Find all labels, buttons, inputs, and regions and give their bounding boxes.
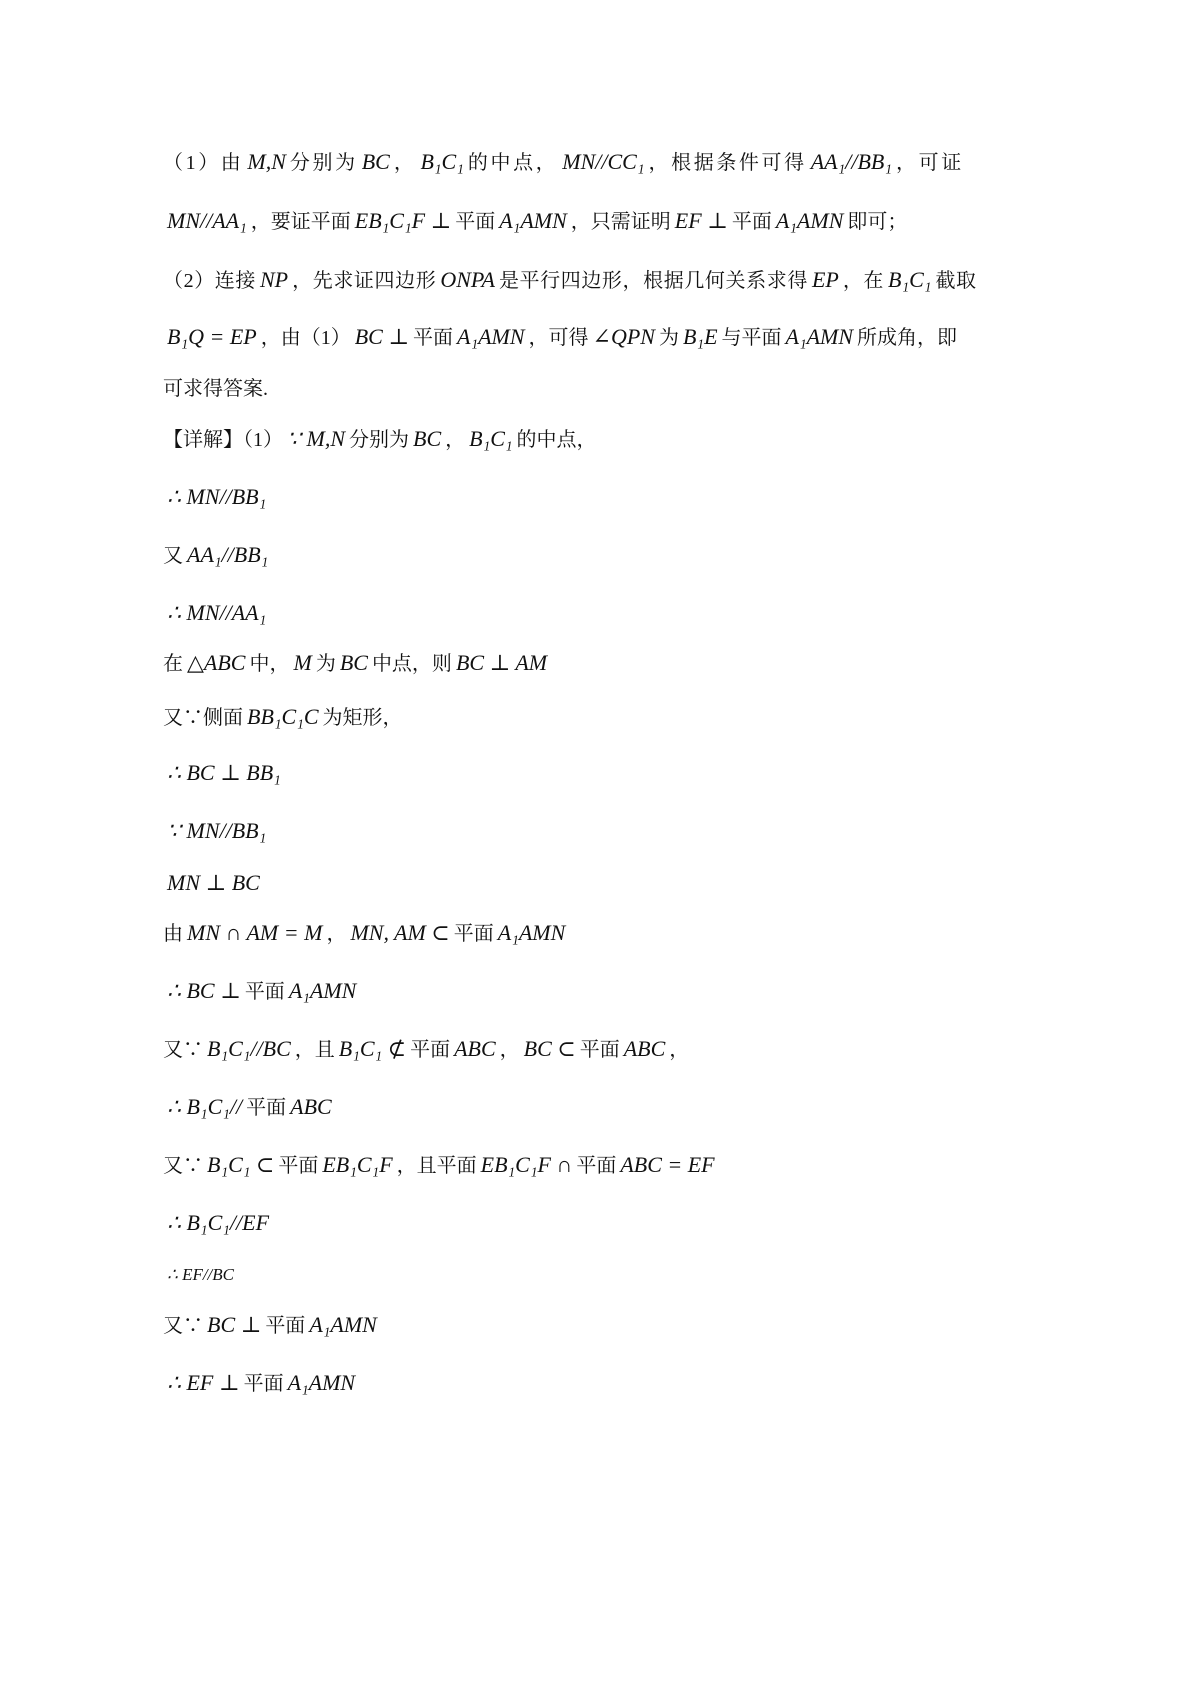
math-expression: NP [260,267,289,292]
math-expression: B₁C₁//BC [207,1036,291,1061]
text-segment: 平面 [413,327,454,349]
math-expression: ABC = EF [620,1152,715,1177]
math-expression: BC [339,650,368,675]
text-segment: 与平面 [721,327,782,349]
math-expression: ∴ EF ⊥ [167,1370,240,1395]
math-expression: A₁AMN [457,324,525,349]
math-expression: MN ∩ AM = M [187,920,323,945]
math-expression: BC ⊥ [354,324,410,349]
math-expression: BC ⊥ [207,1312,262,1337]
text-segment: 平面 [455,211,496,233]
text-segment: ，只需证明 [570,211,671,233]
math-expression: MN//AA₁ [167,208,247,233]
math-expression: EB₁C₁F ∩ [480,1152,573,1177]
text-line-20 [163,1208,273,1238]
text-segment: 为矩形， [322,707,403,729]
math-expression: ∠QPN [592,324,655,349]
text-segment: 中点，则 [371,653,452,675]
math-expression: MN ⊥ BC [167,870,260,895]
text-segment: 平面 [278,1155,319,1177]
text-segment: 又∵侧面 [163,707,243,729]
math-expression: ∵ MN//BB₁ [167,818,267,843]
math-expression: A₁AMN [287,1370,356,1395]
text-segment: ，先求证四边形 [292,270,437,292]
text-line-12 [163,758,285,788]
text-segment: 平面 [576,1155,617,1177]
math-expression: M,N [247,149,286,174]
math-expression: ABC [290,1094,332,1119]
math-expression: EB₁C₁F ⊥ [354,208,452,233]
text-segment: （1）由 [163,152,244,174]
math-expression: MN, AM ⊂ [350,920,450,945]
text-segment: 中， [249,653,290,675]
text-segment: 为 [315,653,336,675]
text-segment: 又∵ [163,1315,203,1337]
math-expression: BC [361,149,390,174]
text-line-21 [163,1259,238,1289]
text-segment: 在 [163,653,183,675]
math-expression: ∴ BC ⊥ [167,978,241,1003]
math-expression: EB₁C₁F [322,1152,393,1177]
text-segment: 可求得答案. [163,378,268,400]
text-segment: 截取 [935,270,977,292]
text-line-1 [163,147,964,177]
text-line-8 [163,540,272,570]
text-line-22 [163,1310,381,1340]
math-expression: ∴ B₁C₁//EF [167,1210,270,1235]
text-line-14 [163,868,264,898]
math-expression: ∴ EF//BC [167,1265,235,1284]
math-expression: A₁AMN [785,324,854,349]
math-expression: BC [413,426,442,451]
text-segment: ， [499,1039,520,1061]
math-expression: B₁E [682,324,718,349]
math-expression: B₁C₁ ⊂ [207,1152,275,1177]
text-segment: 所成角，即 [857,327,958,349]
text-segment: 平面 [243,1373,284,1395]
text-line-3 [163,265,977,295]
math-expression: ∴ MN//BB₁ [167,484,267,509]
math-expression: ∴ BC ⊥ BB₁ [167,760,281,785]
text-segment: 又 [163,545,183,567]
text-line-18 [163,1092,336,1122]
text-segment: ，可证 [896,152,964,174]
math-expression: AA₁//BB₁ [187,542,269,567]
text-line-11 [163,702,403,732]
text-segment: 分别为 [289,152,358,174]
math-expression: A₁AMN [288,978,357,1003]
text-line-4 [163,322,957,352]
text-line-7 [163,482,270,512]
text-segment: ，根据条件可得 [648,152,807,174]
text-segment: ， [445,429,466,451]
text-segment: 是平行四边形，根据几何关系求得 [498,270,808,292]
text-segment: 为 [658,327,679,349]
text-segment: ，由（1） [260,327,351,349]
text-line-15 [163,918,569,948]
text-segment: ，可得 [528,327,589,349]
math-expression: B₁Q = EP [167,324,257,349]
text-segment: 平面 [246,1097,287,1119]
math-expression: ∴ MN//AA₁ [167,600,267,625]
text-segment: 平面 [265,1315,306,1337]
math-expression: EP [811,267,839,292]
math-expression: AA₁//BB₁ [810,149,892,174]
text-segment: ，要证平面 [250,211,351,233]
math-expression: BB₁C₁C [247,704,319,729]
text-segment: 即可； [847,211,908,233]
math-expression: ABC [623,1036,666,1061]
text-segment: ， [669,1039,690,1061]
math-expression: A₁AMN [499,208,567,233]
math-expression: B₁C₁ [469,426,513,451]
text-line-9 [163,598,270,628]
text-segment: 分别为 [349,429,409,451]
text-segment: 平面 [244,981,285,1003]
text-segment: 【详解】（1） [163,429,283,451]
text-line-5 [163,374,268,404]
text-segment: 平面 [579,1039,620,1061]
math-expression: BC ⊥ AM [455,650,548,675]
math-expression: ABC [454,1036,496,1061]
text-segment: ， [326,923,347,945]
math-expression: B₁C₁ [420,149,464,174]
math-expression: ∵ M,N [287,426,345,451]
math-expression: MN//CC₁ [562,149,645,174]
text-segment: 平面 [410,1039,451,1061]
text-segment: 由 [163,923,183,945]
text-segment: （2）连接 [163,270,256,292]
math-expression: ONPA [440,267,495,292]
text-line-23 [163,1368,359,1398]
text-segment: ， [393,152,417,174]
text-segment: ，且平面 [396,1155,477,1177]
text-line-13 [163,816,270,846]
text-line-10 [163,648,551,678]
text-segment: 又∵ [163,1155,203,1177]
math-expression: M [293,650,312,675]
text-segment: 又∵ [163,1039,203,1061]
math-expression: BC ⊂ [523,1036,576,1061]
text-segment: 平面 [731,211,772,233]
math-expression: △ABC [187,650,246,675]
text-segment: ，在 [842,270,885,292]
math-expression: B₁C₁ ⊄ [338,1036,407,1061]
math-expression: B₁C₁ [888,267,932,292]
text-line-6 [163,424,597,454]
math-expression: EF ⊥ [674,208,728,233]
math-expression: ∴ B₁C₁// [167,1094,243,1119]
math-expression: A₁AMN [775,208,844,233]
math-expression: A₁AMN [497,920,566,945]
text-line-19 [163,1150,719,1180]
text-line-16 [163,976,360,1006]
text-line-2 [163,206,907,236]
text-segment: 平面 [453,923,494,945]
text-segment: 的中点， [467,152,559,174]
text-segment: ，且 [294,1039,335,1061]
text-line-17 [163,1034,689,1064]
math-expression: A₁AMN [309,1312,377,1337]
text-segment: 的中点， [516,429,597,451]
